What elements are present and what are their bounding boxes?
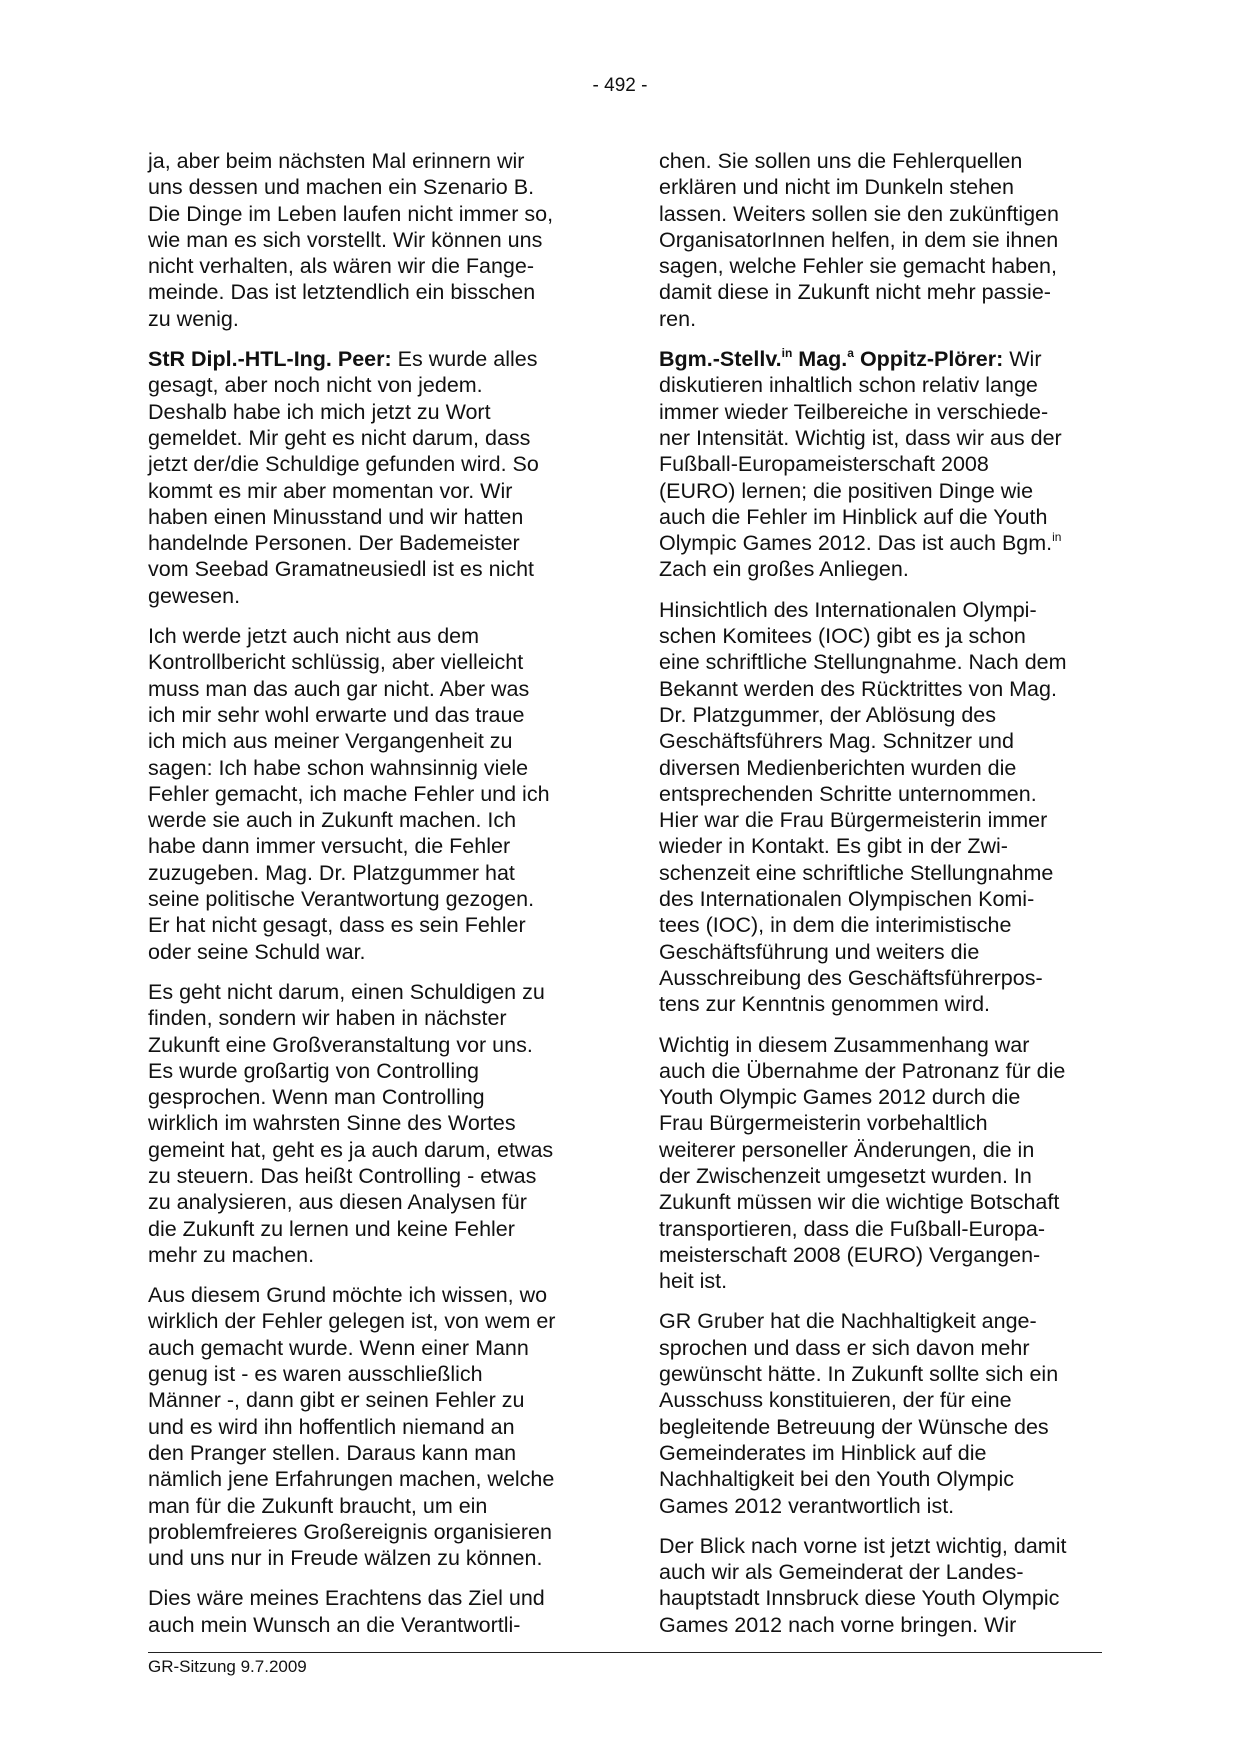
right-column [659, 148, 1104, 1652]
left-column [148, 148, 593, 1652]
paragraph: Wichtig in diesem Zusammenhang war auch die Übernahme der Patronanz für die Youth Olympic Games 2012 durch die Frau Bürgermeisterin vorbehaltlich weiterer personeller Änderungen, die in der Zwischenzeit umgesetzt wurden. In Zukunft müssen wir die wichtige Botschaft transportieren, dass die Fußball-Europa- meisterschaft 2008 (EURO) Vergangen- heit ist. [659, 1032, 1066, 1294]
speaker-title: Mag. [792, 347, 848, 372]
paragraph: Ich werde jetzt auch nicht aus dem Kontrollbericht schlüssig, aber vielleicht muss man das auch gar nicht. Aber was ich mir sehr wohl erwarte und das traue ich mich aus meiner Vergangenheit zu sagen: Ich habe schon wahnsinnig viele Fehler gemacht, ich mache Fehler und ich werde sie auch in Zukunft machen. Ich habe dann immer versucht, die Fehler zuzugeben. Mag. Dr. Platzgummer hat seine politische Verantwortung gezogen. Er hat nicht gesagt, dass es sein Fehler oder seine Schuld war. [148, 624, 550, 964]
superscript: in [781, 346, 793, 361]
footer-divider [148, 1652, 1102, 1653]
paragraph: Es geht nicht darum, einen Schuldigen zu finden, sondern wir haben in nächster Zukunft eine Großveranstaltung vor uns. Es wurde großartig von Controlling gesprochen. Wenn man Controlling wirklich im wahrsten Sinne des Wortes gemeint hat, geht es ja auch darum, etwas zu steuern. Das heißt Controlling - etwas zu analysieren, aus diesen Analysen für die Zukunft zu lernen und keine Fehler mehr zu machen. [148, 979, 554, 1267]
speech-text: Wir diskutieren inhaltlich schon relativ lange immer wieder Teilbereiche in verschiede- ner Intensität. Wichtig ist, dass wir aus der Fußball-Europameisterschaft 2008 (EURO) lernen; die positiven Dinge wie auch die Fehler im Hinblick auf die Youth Olympic Games 2012. Das ist auch Bgm. [659, 347, 1062, 556]
speech-peer [148, 346, 593, 609]
speaker-surname: Oppitz-Plörer: [853, 347, 1004, 372]
paragraph: Der Blick nach vorne ist jetzt wichtig, damit auch wir als Gemeinderat der Landes- hauptstadt Innsbruck diese Youth Olympic Games 2012 nach vorne bringen. Wir [659, 1533, 1067, 1637]
speaker-name [659, 347, 1003, 371]
footer-session-date: GR-Sitzung 9.7.2009 [148, 1657, 307, 1676]
superscript: in [1052, 530, 1062, 545]
paragraph: Dies wäre meines Erachtens das Ziel und auch mein Wunsch an die Verantwortli- [148, 1586, 545, 1637]
paragraph: Hinsichtlich des Internationalen Olympi- schen Komitees (IOC) gibt es ja schon eine schriftliche Stellungnahme. Nach dem Bekannt werden des Rücktrittes von Mag. Dr. Platzgummer, der Ablösung des Geschäftsführers Mag. Schnitzer und diversen Medienberichten wurden die entsprechenden Schritte unternommen. Hier war die Frau Bürgermeisterin immer wieder in Kontakt. Es gibt in der Zwi- schenzeit eine schriftliche Stellungnahme des Internationalen Olympischen Komi- tees (IOC), in dem die interimistische Geschäftsführung und weiters die Ausschreibung des Geschäftsführerpos- tens zur Kenntnis genommen wird. [659, 597, 1067, 1017]
page-number: - 492 - [592, 75, 648, 96]
speech-text: Es wurde alles gesagt, aber noch nicht von jedem. Deshalb habe ich mich jetzt zu Wort gemeldet. Mir geht es nicht darum, dass jetzt der/die Schuldige gefunden wird. So kommt es mir aber momentan vor. Wir haben einen Minusstand und wir hatten handelnde Personen. Der Bademeister vom Seebad Gramatneusiedl ist es nicht gewesen. [148, 347, 539, 608]
speech-oppitz-ploerer [659, 346, 1104, 583]
speaker-title: Bgm.-Stellv. [659, 347, 782, 372]
superscript: a [847, 346, 854, 361]
speech-text: Zach ein großes Anliegen. [659, 557, 909, 582]
speaker-name: StR Dipl.-HTL-Ing. Peer: [148, 347, 392, 372]
paragraph: Aus diesem Grund möchte ich wissen, wo wirklich der Fehler gelegen ist, von wem er auch gemacht wurde. Wenn einer Mann genug ist - es waren ausschließlich Männer -, dann gibt er seinen Fehler zu und es wird ihn hoffentlich niemand an den Pranger stellen. Daraus kann man nämlich jene Erfahrungen machen, welche man für die Zukunft braucht, um ein problemfreieres Großereignis organisieren und uns nur in Freude wälzen zu können. [148, 1283, 556, 1571]
paragraph: GR Gruber hat die Nachhaltigkeit ange- sprochen und dass er sich davon mehr gewünscht hätte. In Zukunft sollte sich ein Ausschuss konstituieren, der für eine begleitende Betreuung der Wünsche des Gemeinderates im Hinblick auf die Nachhaltigkeit bei den Youth Olympic Games 2012 verantwortlich ist. [659, 1309, 1059, 1518]
paragraph: chen. Sie sollen uns die Fehlerquellen erklären und nicht im Dunkeln stehen lassen. Weiters sollen sie den zukünftigen OrganisatorInnen helfen, in dem sie ihnen sagen, welche Fehler sie gemacht haben, damit diese in Zukunft nicht mehr passie- ren. [659, 149, 1059, 331]
paragraph: ja, aber beim nächsten Mal erinnern wir uns dessen und machen ein Szenario B. Die Dinge im Leben laufen nicht immer so, wie man es sich vorstellt. Wir können uns nicht verhalten, als wären wir die Fange- meinde. Das ist letztendlich ein bisschen zu wenig. [148, 149, 554, 331]
